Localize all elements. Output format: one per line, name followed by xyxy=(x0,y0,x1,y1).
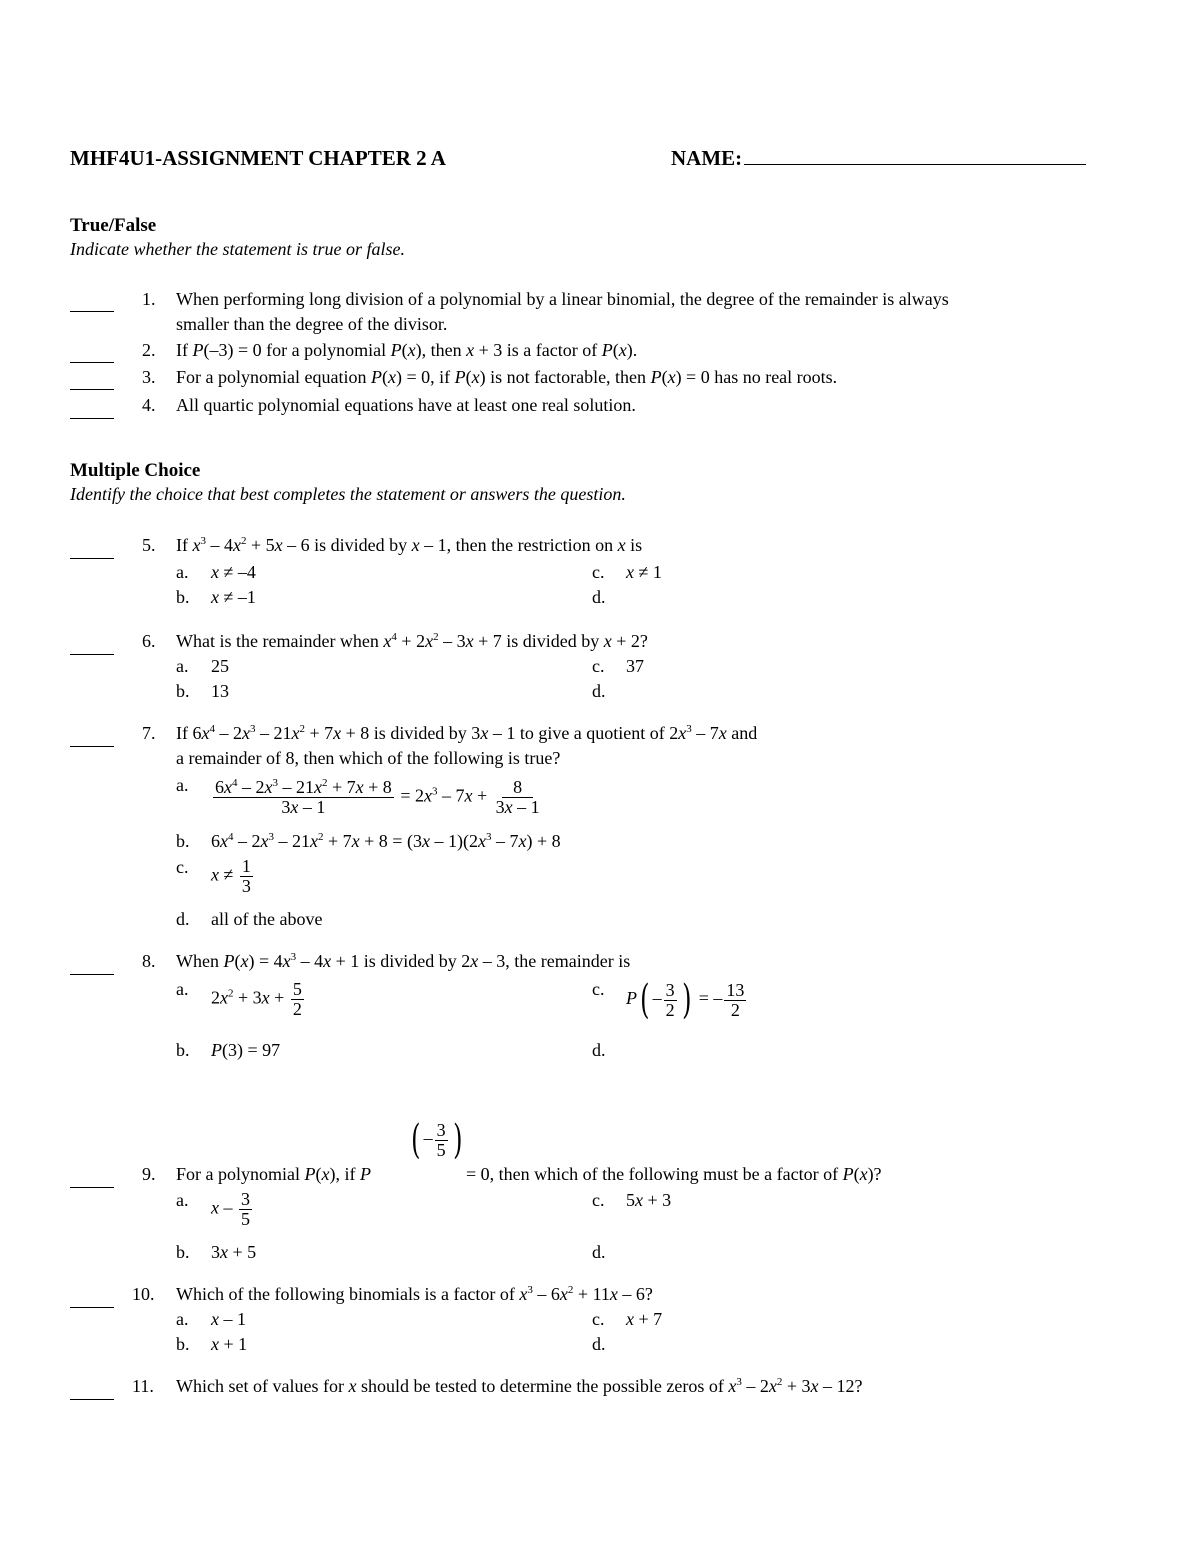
assignment-title: MHF4U1-ASSIGNMENT CHAPTER 2 A xyxy=(70,146,446,170)
question-text: For a polynomial P(x), if P xyxy=(176,1164,371,1184)
answer-blank xyxy=(70,1173,114,1188)
option-value: $6x^4 - 2x^3 - 21x^2 + 7x + 8 = (3x - 1)(2x^3 - 7x) + 8$ xyxy=(211,831,561,851)
option-value: x ≠ 1 xyxy=(626,562,662,582)
question-number: 11. xyxy=(132,1376,154,1396)
option-value: $\frac{6x^4 - 2x^3 - 21x^2 + 7x + 8}{3x - 1}$ = $2x^3 - 7x$ + $\frac{8}{3x - 1}$ xyxy=(215,777,540,817)
option-value: 25 xyxy=(211,656,229,676)
option-value: all of the above xyxy=(211,909,323,929)
question-text: If $x^3 - 4x^2 + 5x - 6$ is divided by x – 1, then the restriction on x is xyxy=(176,535,643,555)
question-number: 4. xyxy=(142,395,156,415)
multiplechoice-instruction: Identify the choice that best completes the statement or answers the question. xyxy=(70,484,626,504)
question-text: All quartic polynomial equations have at least one real solution. xyxy=(176,395,636,415)
option-label: c. xyxy=(592,979,605,999)
option-value: x – $\frac{3}{5}$ xyxy=(211,1189,250,1229)
option-label: d. xyxy=(176,909,190,929)
option-value: 13 xyxy=(211,681,229,701)
option-value: x ≠ –1 xyxy=(211,587,256,607)
option-label: b. xyxy=(176,1334,190,1354)
question-text: When $P(x) = 4x^3 - 4x + 1$ is divided by 2x – 3, the remainder is xyxy=(176,951,631,971)
option-label: c. xyxy=(592,656,605,676)
question-number: 3. xyxy=(142,367,156,387)
answer-blank xyxy=(70,348,114,363)
question-number: 10. xyxy=(132,1284,155,1304)
option-label: a. xyxy=(176,562,189,582)
option-label: d. xyxy=(592,681,606,701)
option-label: d. xyxy=(592,587,606,607)
name-blank-line xyxy=(744,146,1086,165)
option-label: b. xyxy=(176,681,190,701)
question-text: Which of the following binomials is a factor of $x^3 - 6x^2 + 11x - 6$? xyxy=(176,1284,653,1304)
answer-blank xyxy=(70,544,114,559)
question-text: When performing long division of a polynomial by a linear binomial, the degree of the remainder is always xyxy=(176,289,949,309)
option-label: b. xyxy=(176,831,190,851)
question-text-continued: a remainder of 8, then which of the following is true? xyxy=(176,748,561,768)
option-label: b. xyxy=(176,1242,190,1262)
multiplechoice-heading: Multiple Choice xyxy=(70,460,201,481)
option-value: 5x + 3 xyxy=(626,1190,672,1210)
question-number: 9. xyxy=(142,1164,156,1184)
question-number: 7. xyxy=(142,723,156,743)
option-value: x + 7 xyxy=(626,1309,663,1329)
answer-blank xyxy=(70,732,114,747)
answer-blank xyxy=(70,297,114,312)
question-text: If $6x^4 - 2x^3 - 21x^2 + 7x + 8$ is divided by 3x – 1 to give a quotient of $2x^3 - 7x$ and xyxy=(176,723,758,743)
name-field xyxy=(671,146,1086,171)
option-label: d. xyxy=(592,1242,606,1262)
question-text-continued: = 0, then which of the following must be a factor of P(x)? xyxy=(466,1164,882,1184)
option-label: c. xyxy=(592,562,605,582)
answer-blank xyxy=(70,1293,114,1308)
answer-blank xyxy=(70,404,114,419)
question-number: 5. xyxy=(142,535,156,555)
option-value: 3x + 5 xyxy=(211,1242,257,1262)
question-number: 6. xyxy=(142,631,156,651)
option-value: x ≠ –4 xyxy=(211,562,256,582)
answer-blank xyxy=(70,640,114,655)
option-label: d. xyxy=(592,1040,606,1060)
option-value: x ≠ $\frac{1}{3}$ xyxy=(211,856,251,896)
truefalse-heading: True/False xyxy=(70,215,157,236)
option-label: a. xyxy=(176,979,189,999)
option-label: b. xyxy=(176,587,190,607)
question-text-continued: smaller than the degree of the divisor. xyxy=(176,314,448,334)
option-label: a. xyxy=(176,1309,189,1329)
option-value: $2x^2 + 3x$ + $\frac{5}{2}$ xyxy=(211,979,302,1019)
option-label: c. xyxy=(176,857,189,877)
truefalse-instruction: Indicate whether the statement is true or false. xyxy=(70,239,405,259)
question-text: For a polynomial equation P(x) = 0, if P(x) is not factorable, then P(x) = 0 has no real roots. xyxy=(176,367,838,387)
question-text: If P(–3) = 0 for a polynomial P(x), then x + 3 is a factor of P(x). xyxy=(176,340,638,360)
option-value: P( – $\frac{3}{2}$ ) = – $\frac{13}{2}$ xyxy=(626,977,745,1023)
question-math: ( – $\frac{3}{5}$ ) xyxy=(411,1117,463,1163)
option-label: b. xyxy=(176,1040,190,1060)
option-label: a. xyxy=(176,775,189,795)
option-label: d. xyxy=(592,1334,606,1354)
option-value: x – 1 xyxy=(211,1309,246,1329)
option-value: 37 xyxy=(626,656,644,676)
option-value: P(3) = 97 xyxy=(211,1040,281,1060)
question-number: 1. xyxy=(142,289,156,309)
question-number: 8. xyxy=(142,951,156,971)
option-label: a. xyxy=(176,1190,189,1210)
answer-blank xyxy=(70,1385,114,1400)
option-label: c. xyxy=(592,1309,605,1329)
answer-blank xyxy=(70,960,114,975)
option-label: c. xyxy=(592,1190,605,1210)
option-label: a. xyxy=(176,656,189,676)
question-text: Which set of values for x should be tested to determine the possible zeros of $x^3 - 2x^2 + 3x - 12$? xyxy=(176,1376,863,1396)
question-number: 2. xyxy=(142,340,156,360)
name-label: NAME: xyxy=(671,146,743,170)
question-text: What is the remainder when $x^4 + 2x^2 - 3x + 7$ is divided by x + 2? xyxy=(176,631,648,651)
answer-blank xyxy=(70,375,114,390)
option-value: x + 1 xyxy=(211,1334,248,1354)
